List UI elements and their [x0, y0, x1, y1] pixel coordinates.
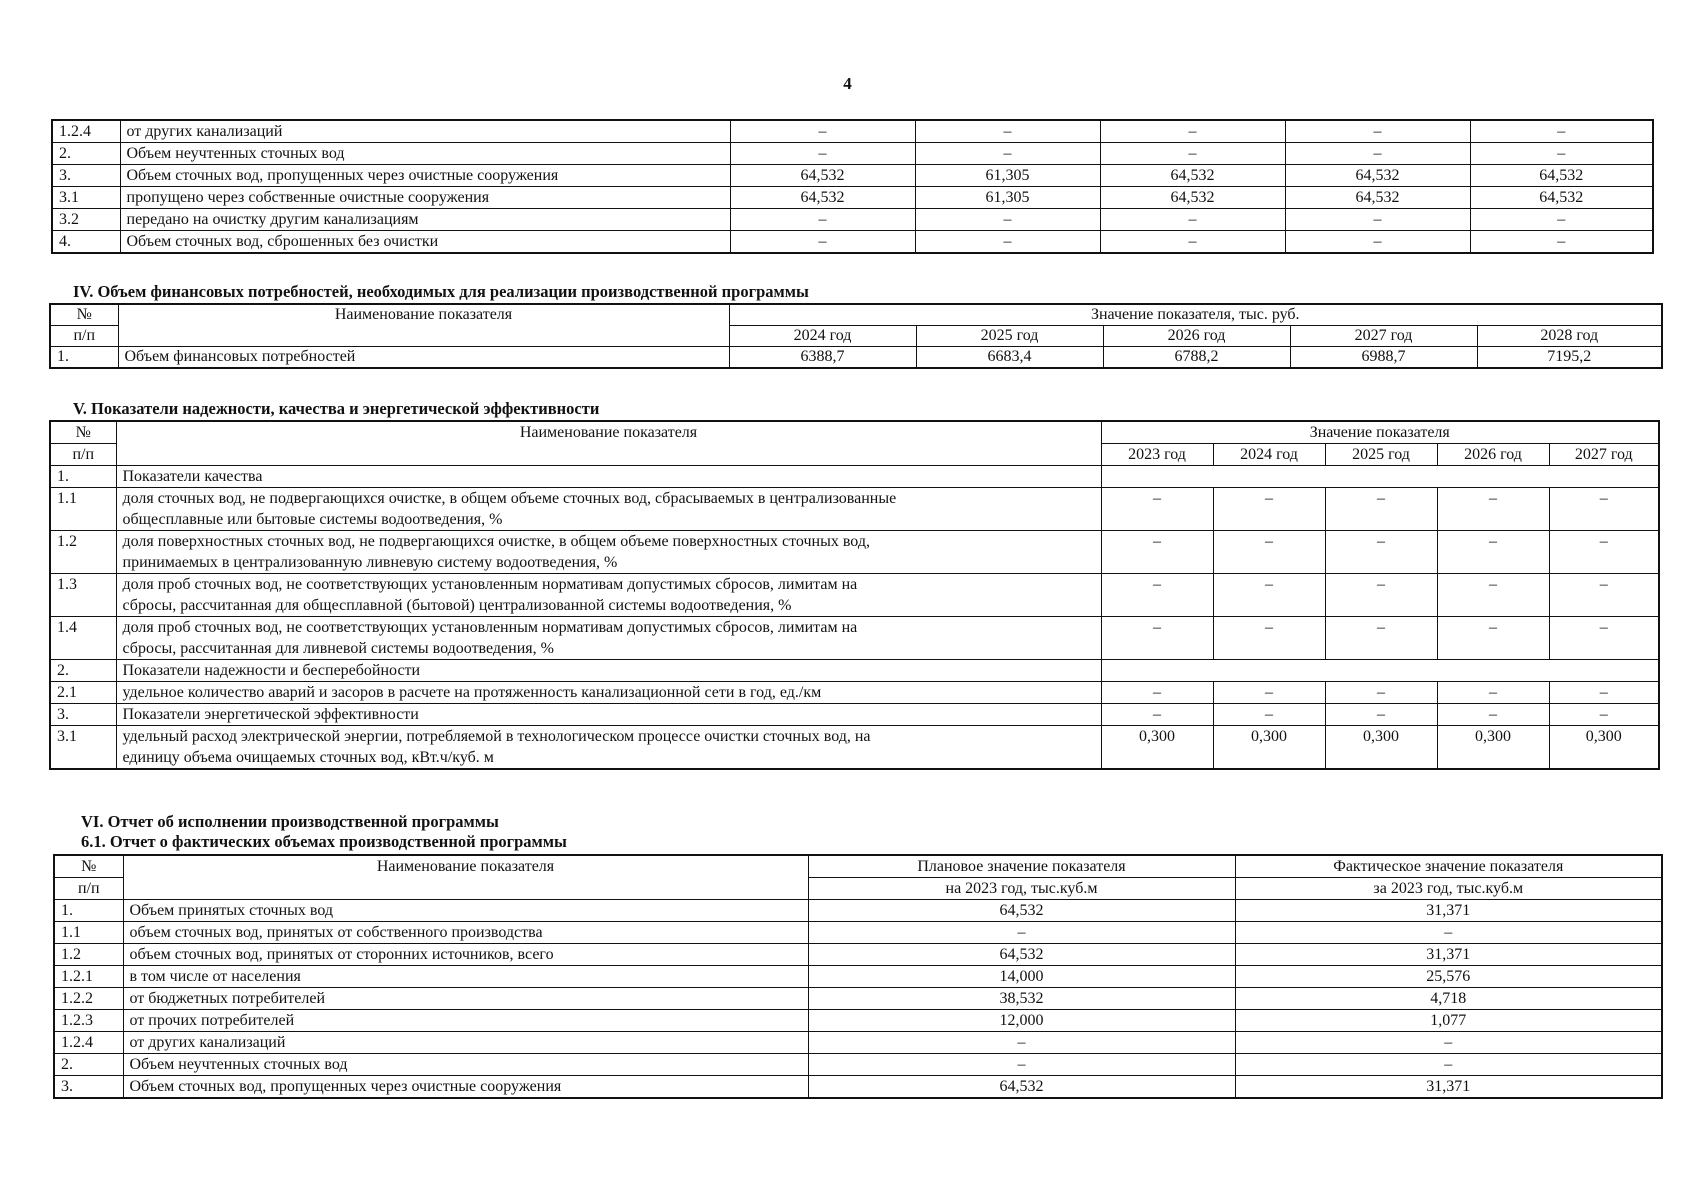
section-6-title: VI. Отчет об исполнении производственной программы	[81, 812, 499, 831]
row-value: –	[1437, 704, 1549, 726]
row-name: от бюджетных потребителей	[123, 988, 808, 1010]
row-value: –	[915, 231, 1100, 254]
row-number: 3.1	[52, 187, 120, 209]
row-name: Объем неучтенных сточных вод	[123, 1054, 808, 1076]
row-value: 6683,4	[916, 347, 1103, 369]
row-name	[116, 617, 1101, 660]
row-value: –	[1437, 682, 1549, 704]
row-name	[116, 488, 1101, 531]
table-row	[54, 1054, 1662, 1076]
row-value: 61,305	[915, 165, 1100, 187]
row-value: –	[1285, 143, 1470, 165]
row-plan-value: 38,532	[808, 988, 1235, 1010]
year-header: 2028 год	[1477, 326, 1662, 347]
row-fact-value: –	[1235, 1032, 1662, 1054]
row-value: –	[730, 143, 915, 165]
actual-volumes-table-block	[53, 854, 1663, 1099]
table-row	[52, 187, 1653, 209]
continuation-table-block	[51, 119, 1654, 254]
header-name: Наименование показателя	[118, 304, 729, 347]
row-plan-value: 64,532	[808, 1076, 1235, 1099]
row-name-line-1: доля проб сточных вод, не соответствующих установленным нормативам допустимых сбросов, лимитам на	[122, 619, 858, 636]
row-value: –	[1285, 209, 1470, 231]
row-value: –	[1437, 617, 1549, 660]
row-value: 0,300	[1549, 726, 1659, 770]
table-row	[54, 944, 1662, 966]
row-value: 7195,2	[1477, 347, 1662, 369]
table-row	[54, 988, 1662, 1010]
row-value: –	[1213, 704, 1325, 726]
quality-indicators-table	[49, 420, 1660, 770]
table-row	[50, 726, 1659, 770]
row-number: 3.2	[52, 209, 120, 231]
row-number: 1.2	[50, 531, 116, 574]
row-number: 2.1	[50, 682, 116, 704]
actual-volumes-table	[53, 854, 1663, 1099]
table-row	[54, 922, 1662, 944]
row-name-line-2: единицу объема очищаемых сточных вод, кВт.ч/куб. м	[122, 749, 494, 766]
header-pp: п/п	[50, 326, 118, 347]
row-number: 1.	[50, 347, 118, 369]
row-value: –	[1100, 120, 1285, 143]
row-value: –	[1325, 682, 1437, 704]
table-row	[50, 488, 1659, 531]
row-number: 3.	[54, 1076, 123, 1099]
row-name: Показатели надежности и бесперебойности	[116, 660, 1101, 682]
row-value: 61,305	[915, 187, 1100, 209]
row-value: 0,300	[1213, 726, 1325, 770]
table-row	[50, 682, 1659, 704]
table-row	[52, 231, 1653, 254]
page-number: 4	[843, 74, 852, 93]
row-value: –	[1101, 682, 1213, 704]
row-number: 3.	[50, 704, 116, 726]
row-value: –	[730, 209, 915, 231]
header-fact-year: за 2023 год, тыс.куб.м	[1235, 878, 1662, 900]
row-plan-value: 64,532	[808, 900, 1235, 922]
row-value: –	[1470, 143, 1653, 165]
row-name: Объем финансовых потребностей	[118, 347, 729, 369]
row-name	[116, 574, 1101, 617]
table-row	[50, 531, 1659, 574]
year-header: 2025 год	[1325, 444, 1437, 466]
header-num: №	[50, 304, 118, 326]
continuation-table	[51, 119, 1654, 254]
row-value: –	[1549, 617, 1659, 660]
row-name-line-2: принимаемых в централизованную ливневую систему водоотведения, %	[122, 554, 618, 571]
row-number: 1.4	[50, 617, 116, 660]
row-fact-value: –	[1235, 1054, 1662, 1076]
header-pp: п/п	[54, 878, 123, 900]
row-value: 64,532	[730, 165, 915, 187]
row-value: –	[1213, 682, 1325, 704]
table-row	[54, 900, 1662, 922]
row-number: 1.2.3	[54, 1010, 123, 1032]
row-value: –	[1285, 120, 1470, 143]
row-value: –	[1325, 704, 1437, 726]
row-value: –	[1470, 120, 1653, 143]
row-fact-value: 31,371	[1235, 944, 1662, 966]
row-name	[116, 531, 1101, 574]
row-fact-value: –	[1235, 922, 1662, 944]
table-row	[54, 966, 1662, 988]
row-name: Объем принятых сточных вод	[123, 900, 808, 922]
row-value: –	[1549, 531, 1659, 574]
row-name-line-1: доля поверхностных сточных вод, не подвергающихся очистке, в общем объеме поверхностных сточных вод,	[122, 533, 870, 550]
row-name: Объем неучтенных сточных вод	[120, 143, 730, 165]
row-value: –	[1325, 617, 1437, 660]
row-value: –	[1325, 531, 1437, 574]
section-5-title: V. Показатели надежности, качества и энергетической эффективности	[73, 399, 600, 418]
row-number: 1.	[50, 466, 116, 488]
row-value: –	[1100, 209, 1285, 231]
row-value: –	[1213, 488, 1325, 531]
row-value: –	[915, 209, 1100, 231]
header-name: Наименование показателя	[116, 421, 1101, 466]
table-row	[52, 209, 1653, 231]
row-plan-value: 12,000	[808, 1010, 1235, 1032]
row-number: 1.2.2	[54, 988, 123, 1010]
row-number: 4.	[52, 231, 120, 254]
row-plan-value: –	[808, 922, 1235, 944]
row-number: 1.3	[50, 574, 116, 617]
empty-value-cell	[1101, 466, 1659, 488]
row-plan-value: –	[808, 1032, 1235, 1054]
year-header: 2024 год	[729, 326, 916, 347]
row-name: удельное количество аварий и засоров в расчете на протяженность канализационной сети в год, ед./км	[116, 682, 1101, 704]
row-name-line-1: удельный расход электрической энергии, потребляемой в технологическом процессе очистки сточных вод, на	[122, 728, 871, 745]
table-row	[50, 617, 1659, 660]
row-value: 64,532	[1100, 165, 1285, 187]
year-header: 2025 год	[916, 326, 1103, 347]
row-value: 6988,7	[1290, 347, 1477, 369]
row-value: 0,300	[1325, 726, 1437, 770]
row-name-line-1: доля сточных вод, не подвергающихся очистке, в общем объеме сточных вод, сбрасываемых в централизованные	[122, 490, 897, 507]
row-name-line-2: сбросы, рассчитанная для ливневой системы водоотведения, %	[122, 640, 554, 657]
header-num: №	[50, 421, 116, 444]
section-4-title: IV. Объем финансовых потребностей, необходимых для реализации производственной программы	[73, 282, 809, 301]
row-value: –	[1325, 574, 1437, 617]
table-row	[50, 574, 1659, 617]
row-number: 1.2.1	[54, 966, 123, 988]
table-row	[52, 165, 1653, 187]
year-header: 2026 год	[1437, 444, 1549, 466]
row-name: Показатели энергетической эффективности	[116, 704, 1101, 726]
year-header: 2026 год	[1103, 326, 1290, 347]
table-row	[52, 143, 1653, 165]
header-num: №	[54, 855, 123, 878]
row-name: пропущено через собственные очистные сооружения	[120, 187, 730, 209]
row-value: 64,532	[1470, 165, 1653, 187]
row-value: –	[915, 143, 1100, 165]
row-value: –	[1549, 488, 1659, 531]
header-fact: Фактическое значение показателя	[1235, 855, 1662, 878]
row-fact-value: 31,371	[1235, 1076, 1662, 1099]
row-name: Объем сточных вод, пропущенных через очистные сооружения	[120, 165, 730, 187]
row-value: –	[1213, 617, 1325, 660]
row-value: –	[1470, 231, 1653, 254]
row-number: 3.1	[50, 726, 116, 770]
row-name: от прочих потребителей	[123, 1010, 808, 1032]
table-row	[50, 660, 1659, 682]
row-name: от других канализаций	[123, 1032, 808, 1054]
row-value: –	[1437, 488, 1549, 531]
row-name-line-2: сбросы, рассчитанная для общесплавной (бытовой) централизованной системы водоотведения, %	[122, 597, 792, 614]
row-value: –	[1549, 574, 1659, 617]
quality-indicators-table-block	[49, 420, 1660, 770]
year-header: 2027 год	[1549, 444, 1659, 466]
row-value: –	[1101, 704, 1213, 726]
year-header: 2024 год	[1213, 444, 1325, 466]
year-header: 2027 год	[1290, 326, 1477, 347]
row-number: 2.	[50, 660, 116, 682]
row-number: 1.2	[54, 944, 123, 966]
row-fact-value: 31,371	[1235, 900, 1662, 922]
row-name: объем сточных вод, принятых от сторонних источников, всего	[123, 944, 808, 966]
row-fact-value: 1,077	[1235, 1010, 1662, 1032]
table-row	[50, 704, 1659, 726]
row-value: 0,300	[1437, 726, 1549, 770]
table-row	[54, 1076, 1662, 1099]
row-value: –	[730, 231, 915, 254]
row-value: –	[1213, 574, 1325, 617]
row-plan-value: –	[808, 1054, 1235, 1076]
table-row	[50, 466, 1659, 488]
row-value: 0,300	[1101, 726, 1213, 770]
row-value: –	[915, 120, 1100, 143]
row-name: объем сточных вод, принятых от собственного производства	[123, 922, 808, 944]
table-row	[52, 120, 1653, 143]
header-plan: Плановое значение показателя	[808, 855, 1235, 878]
row-name: Объем сточных вод, сброшенных без очистки	[120, 231, 730, 254]
row-value: –	[1437, 531, 1549, 574]
row-value: –	[1101, 574, 1213, 617]
table-row	[54, 1010, 1662, 1032]
row-value: –	[1325, 488, 1437, 531]
header-pp: п/п	[50, 444, 116, 466]
row-number: 1.2.4	[54, 1032, 123, 1054]
table-row	[54, 1032, 1662, 1054]
row-plan-value: 14,000	[808, 966, 1235, 988]
row-number: 1.2.4	[52, 120, 120, 143]
row-fact-value: 25,576	[1235, 966, 1662, 988]
row-value: 64,532	[1285, 187, 1470, 209]
row-value: –	[1101, 531, 1213, 574]
financial-needs-table	[49, 303, 1663, 369]
row-name: Показатели качества	[116, 466, 1101, 488]
row-value: –	[1285, 231, 1470, 254]
row-value: –	[1549, 682, 1659, 704]
row-value: –	[1213, 531, 1325, 574]
section-6-1-subtitle: 6.1. Отчет о фактических объемах производственной программы	[81, 832, 567, 851]
row-name	[116, 726, 1101, 770]
row-value: 64,532	[1285, 165, 1470, 187]
row-number: 2.	[54, 1054, 123, 1076]
header-name: Наименование показателя	[123, 855, 808, 900]
row-value: –	[1100, 231, 1285, 254]
header-plan-year: на 2023 год, тыс.куб.м	[808, 878, 1235, 900]
row-number: 1.1	[50, 488, 116, 531]
row-fact-value: 4,718	[1235, 988, 1662, 1010]
row-value: 6788,2	[1103, 347, 1290, 369]
row-name-line-2: общесплавные или бытовые системы водоотведения, %	[122, 511, 503, 528]
row-name: Объем сточных вод, пропущенных через очистные сооружения	[123, 1076, 808, 1099]
year-header: 2023 год	[1101, 444, 1213, 466]
row-name: в том числе от населения	[123, 966, 808, 988]
row-value: –	[730, 120, 915, 143]
header-value: Значение показателя, тыс. руб.	[729, 304, 1662, 326]
row-value: –	[1101, 488, 1213, 531]
financial-needs-table-block	[49, 303, 1663, 369]
row-value: 64,532	[1470, 187, 1653, 209]
row-value: 64,532	[730, 187, 915, 209]
row-plan-value: 64,532	[808, 944, 1235, 966]
row-name-line-1: доля проб сточных вод, не соответствующих установленным нормативам допустимых сбросов, лимитам на	[122, 576, 858, 593]
table-row	[50, 347, 1662, 369]
row-value: –	[1101, 617, 1213, 660]
row-number: 3.	[52, 165, 120, 187]
row-value: –	[1470, 209, 1653, 231]
empty-value-cell	[1101, 660, 1659, 682]
row-value: 64,532	[1100, 187, 1285, 209]
row-number: 1.	[54, 900, 123, 922]
row-number: 2.	[52, 143, 120, 165]
row-value: 6388,7	[729, 347, 916, 369]
row-value: –	[1549, 704, 1659, 726]
header-value: Значение показателя	[1101, 421, 1659, 444]
row-number: 1.1	[54, 922, 123, 944]
row-value: –	[1437, 574, 1549, 617]
row-value: –	[1100, 143, 1285, 165]
row-name: передано на очистку другим канализациям	[120, 209, 730, 231]
row-name: от других канализаций	[120, 120, 730, 143]
